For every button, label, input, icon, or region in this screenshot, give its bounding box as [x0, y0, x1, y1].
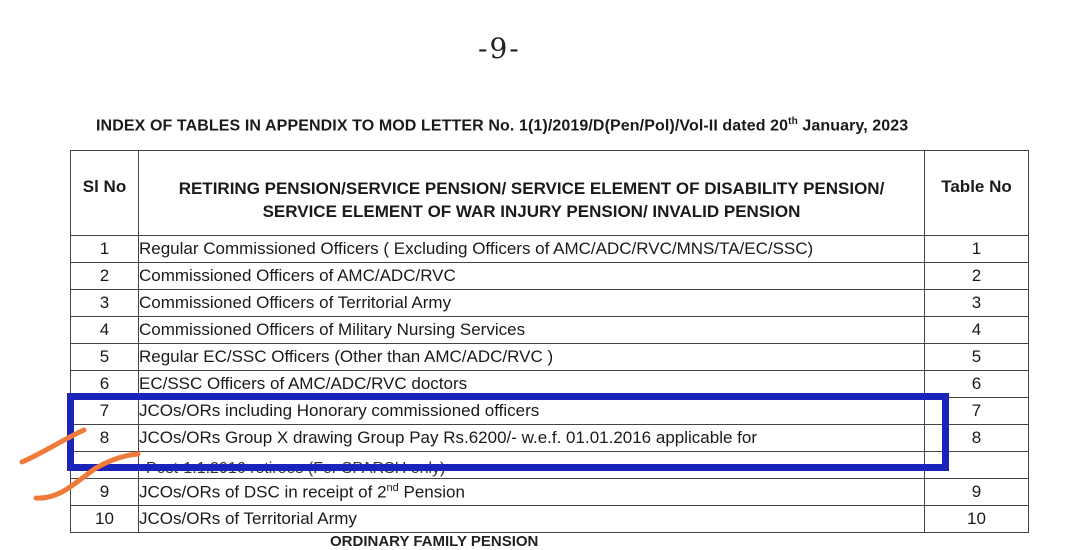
row-sl: 3	[71, 290, 139, 317]
bottom-partial-heading: ORDINARY FAMILY PENSION	[330, 533, 539, 550]
row-desc: Regular Commissioned Officers ( Excluding Officers of AMC/ADC/RVC/MNS/TA/EC/SSC)	[139, 236, 925, 263]
orange-scribble-top	[22, 430, 84, 462]
header-desc-line2: SERVICE ELEMENT OF WAR INJURY PENSION/ INVALID PENSION	[262, 202, 801, 221]
row-table-no: 5	[925, 344, 1029, 371]
row-table-no: 3	[925, 290, 1029, 317]
heading-suffix: January, 2023	[797, 117, 909, 135]
row-table-no: 7	[925, 398, 1029, 425]
row-sl: 5	[71, 344, 139, 371]
row-table-no: 4	[925, 317, 1029, 344]
row-table-no: 10	[925, 506, 1029, 533]
row-desc: Commissioned Officers of AMC/ADC/RVC	[139, 263, 925, 290]
row-sl: 4	[71, 317, 139, 344]
row-desc: Commissioned Officers of Military Nursing Services	[139, 317, 925, 344]
row8-continuation-text: Post-1.1.2016 retirees (For SPARSH only)	[146, 460, 446, 477]
orange-scribble-bottom	[36, 454, 138, 498]
row-sl: 7	[71, 398, 139, 425]
row-table-no: 9	[925, 479, 1029, 506]
row-sl: 6	[71, 371, 139, 398]
row-desc: Commissioned Officers of Territorial Army	[139, 290, 925, 317]
row-desc: JCOs/ORs of Territorial Army	[139, 506, 925, 533]
row-desc: JCOs/ORs Group X drawing Group Pay Rs.6200/- w.e.f. 01.01.2016 applicable for	[139, 425, 925, 452]
row-sl: 2	[71, 263, 139, 290]
row-sl: 8	[71, 425, 139, 452]
row-table-no: 2	[925, 263, 1029, 290]
row-table-no: 6	[925, 371, 1029, 398]
row-sl: 9	[71, 479, 139, 506]
row-desc: JCOs/ORs including Honorary commissioned officers	[139, 398, 925, 425]
header-table-no: Table No	[925, 177, 1029, 236]
header-desc-line1: RETIRING PENSION/SERVICE PENSION/ SERVICE ELEMENT OF DISABILITY PENSION/	[178, 179, 885, 198]
heading-text: INDEX OF TABLES IN APPENDIX TO MOD LETTER No. 1(1)/2019/D(Pen/Pol)/Vol-II dated 20	[96, 117, 789, 135]
row-desc-suffix: Pension	[398, 482, 465, 502]
row-sl: 10	[71, 506, 139, 533]
row-table-no: 1	[925, 236, 1029, 263]
row-table-no: 8	[925, 425, 1029, 452]
row-desc-text: JCOs/ORs of DSC in receipt of 2	[139, 482, 387, 502]
header-sl-no: Sl No	[71, 177, 139, 236]
row-sl: 1	[71, 236, 139, 263]
row-desc: EC/SSC Officers of AMC/ADC/RVC doctors	[139, 371, 925, 398]
page-number: -9-	[478, 32, 521, 65]
row-desc-superscript: nd	[386, 481, 399, 494]
heading-superscript: th	[788, 116, 798, 127]
row-desc: Regular EC/SSC Officers (Other than AMC/ADC/RVC )	[139, 344, 925, 371]
